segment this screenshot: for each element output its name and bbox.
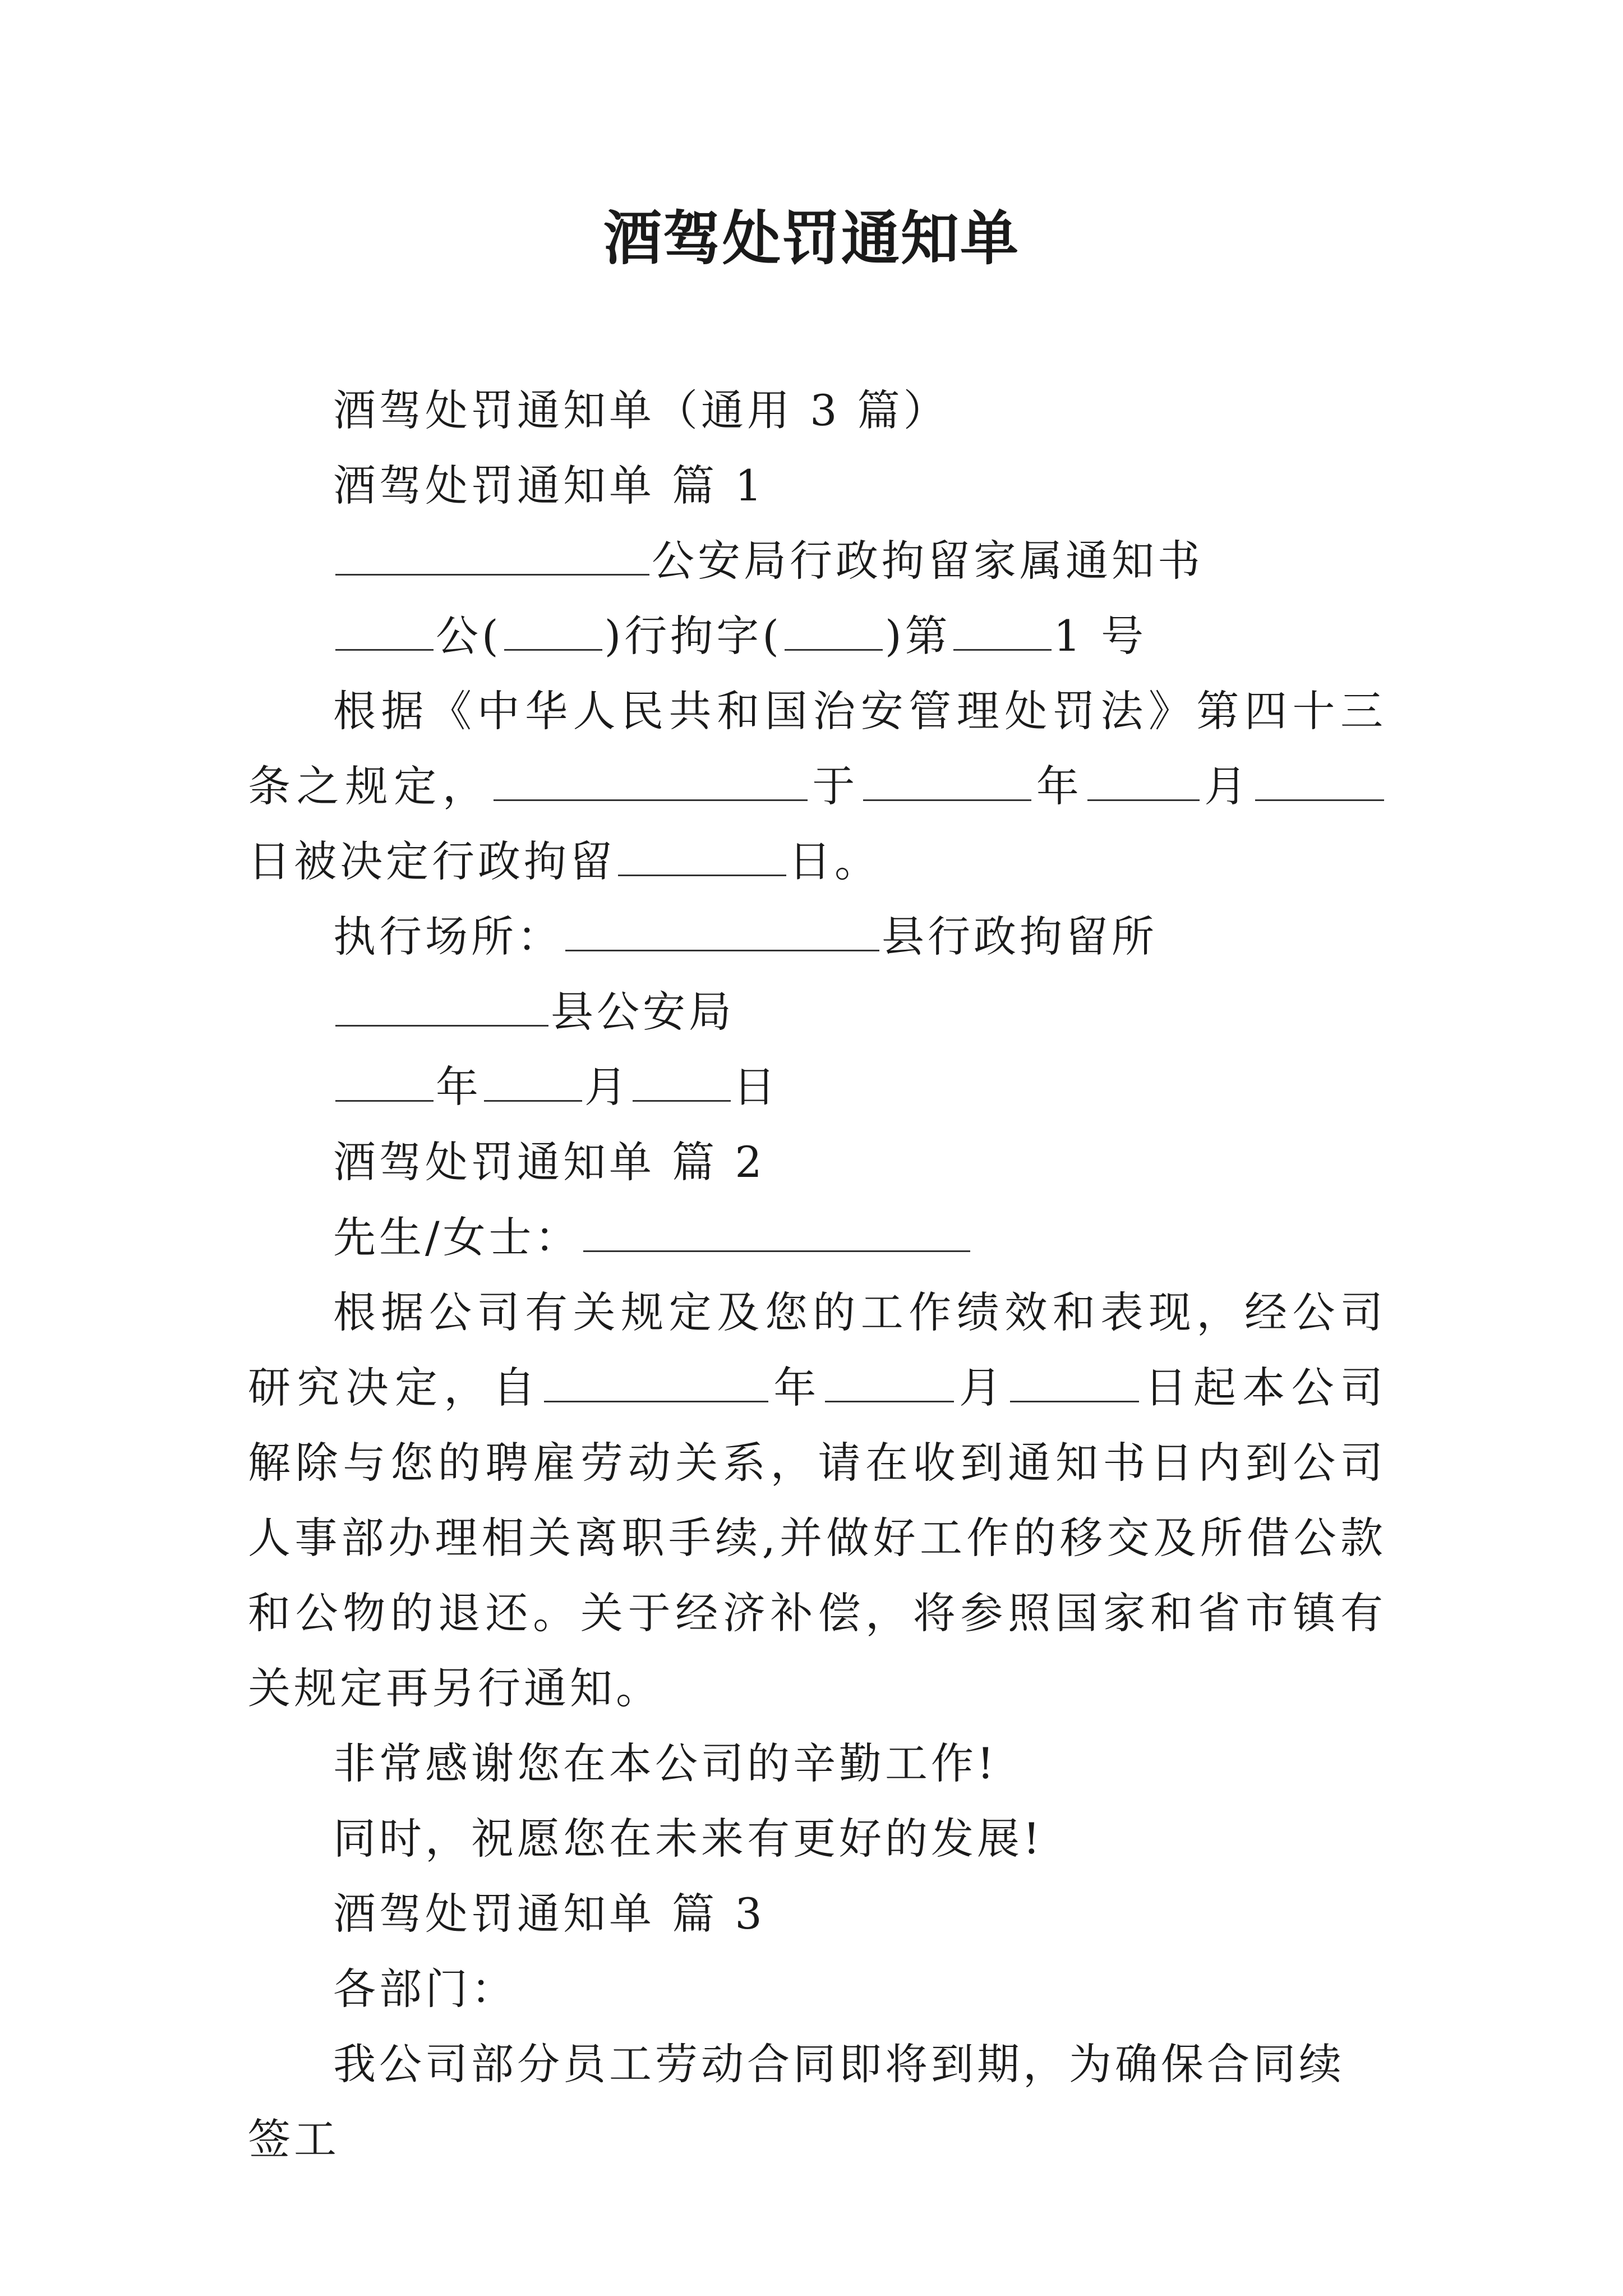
fill-blank — [504, 612, 602, 651]
paragraph-detention-decision — [248, 674, 1386, 899]
paragraph-document-number — [248, 599, 1386, 674]
fill-blank — [335, 988, 548, 1027]
fill-blank — [863, 762, 1031, 801]
paragraph-date-line — [248, 1050, 1386, 1125]
text-fragment: 县公安局 — [551, 987, 735, 1037]
text-fragment: )行拘字( — [604, 611, 782, 661]
fill-blank — [633, 1063, 731, 1102]
fill-blank — [335, 1063, 434, 1102]
text-fragment: 县行政拘留所 — [882, 912, 1158, 961]
text-fragment: 日。 — [789, 836, 880, 886]
paragraph-execution-place — [248, 899, 1386, 974]
text-fragment: 日被决定行政拘留 — [248, 836, 616, 886]
text-fragment: 日 — [733, 1062, 779, 1112]
fill-blank — [1010, 1364, 1139, 1402]
text-fragment: 日起本公司解除与您的聘雇劳动关系，请在收到通知书日内到公司人事部办理相关离职手续,并做好工作的移交及所借公款和公物的退还。关于经济补偿，将参照国家和省市镇有关规定再另行通知。 — [248, 1363, 1387, 1713]
notice-heading-text: 公安局行政拘留家属通知书 — [652, 536, 1204, 586]
paragraph-termination-notice — [248, 1275, 1386, 1726]
fill-blank — [1087, 762, 1200, 801]
paragraph-contract-renewal: 我公司部分员工劳动合同即将到期，为确保合同续签工 — [248, 2039, 1345, 2164]
fill-blank — [335, 612, 434, 651]
fill-blank — [618, 838, 786, 876]
paragraph-thanks: 非常感谢您在本公司的辛勤工作! — [333, 1738, 998, 1788]
text-fragment: 年 — [436, 1062, 482, 1112]
fill-blank — [785, 612, 883, 651]
fill-blank — [565, 913, 879, 951]
text-fragment: 月 — [956, 1363, 1008, 1412]
fill-blank — [544, 1364, 768, 1402]
paragraph-police-bureau — [248, 974, 1386, 1050]
paragraph-wishes: 同时，祝愿您在未来有更好的发展! — [333, 1814, 1044, 1864]
fill-blank — [583, 1213, 970, 1252]
text-fragment: 根据《中华人民共和国治安管理处罚法》第四十三条之规定， — [248, 686, 1386, 811]
text-fragment: 于 — [809, 761, 861, 811]
text-fragment: 月 — [584, 1062, 630, 1112]
document-body — [248, 373, 1386, 2177]
text-fragment: 根据公司有关规定及您的工作绩效和表现，经公司研究决定，自 — [248, 1287, 1386, 1412]
text-fragment: 先生/女士： — [333, 1212, 581, 1262]
text-fragment: 年 — [771, 1363, 823, 1412]
text-fragment: 月 — [1201, 761, 1253, 811]
text-fragment: )第 — [884, 611, 951, 661]
paragraph-subtitle: 酒驾处罚通知单（通用 3 篇） — [333, 385, 949, 435]
page-title: 酒驾处罚通知单 — [603, 204, 1020, 273]
fill-blank — [494, 762, 808, 801]
text-fragment: 1 号 — [1053, 611, 1147, 661]
text-fragment: 执行场所： — [333, 912, 563, 961]
text-fragment: 年 — [1034, 761, 1085, 811]
paragraph-addressee: 各部门： — [333, 1964, 517, 2014]
text-fragment: 公( — [436, 611, 502, 661]
section-heading-2: 酒驾处罚通知单 篇 2 — [333, 1137, 766, 1187]
fill-blank — [1255, 762, 1384, 801]
paragraph-salutation — [248, 1200, 1386, 1275]
section-heading-1: 酒驾处罚通知单 篇 1 — [333, 461, 766, 510]
fill-blank — [335, 537, 649, 576]
paragraph-notice-heading — [248, 523, 1386, 599]
fill-blank — [953, 612, 1052, 651]
fill-blank — [825, 1364, 954, 1402]
section-heading-3: 酒驾处罚通知单 篇 3 — [333, 1889, 766, 1939]
fill-blank — [484, 1063, 582, 1102]
